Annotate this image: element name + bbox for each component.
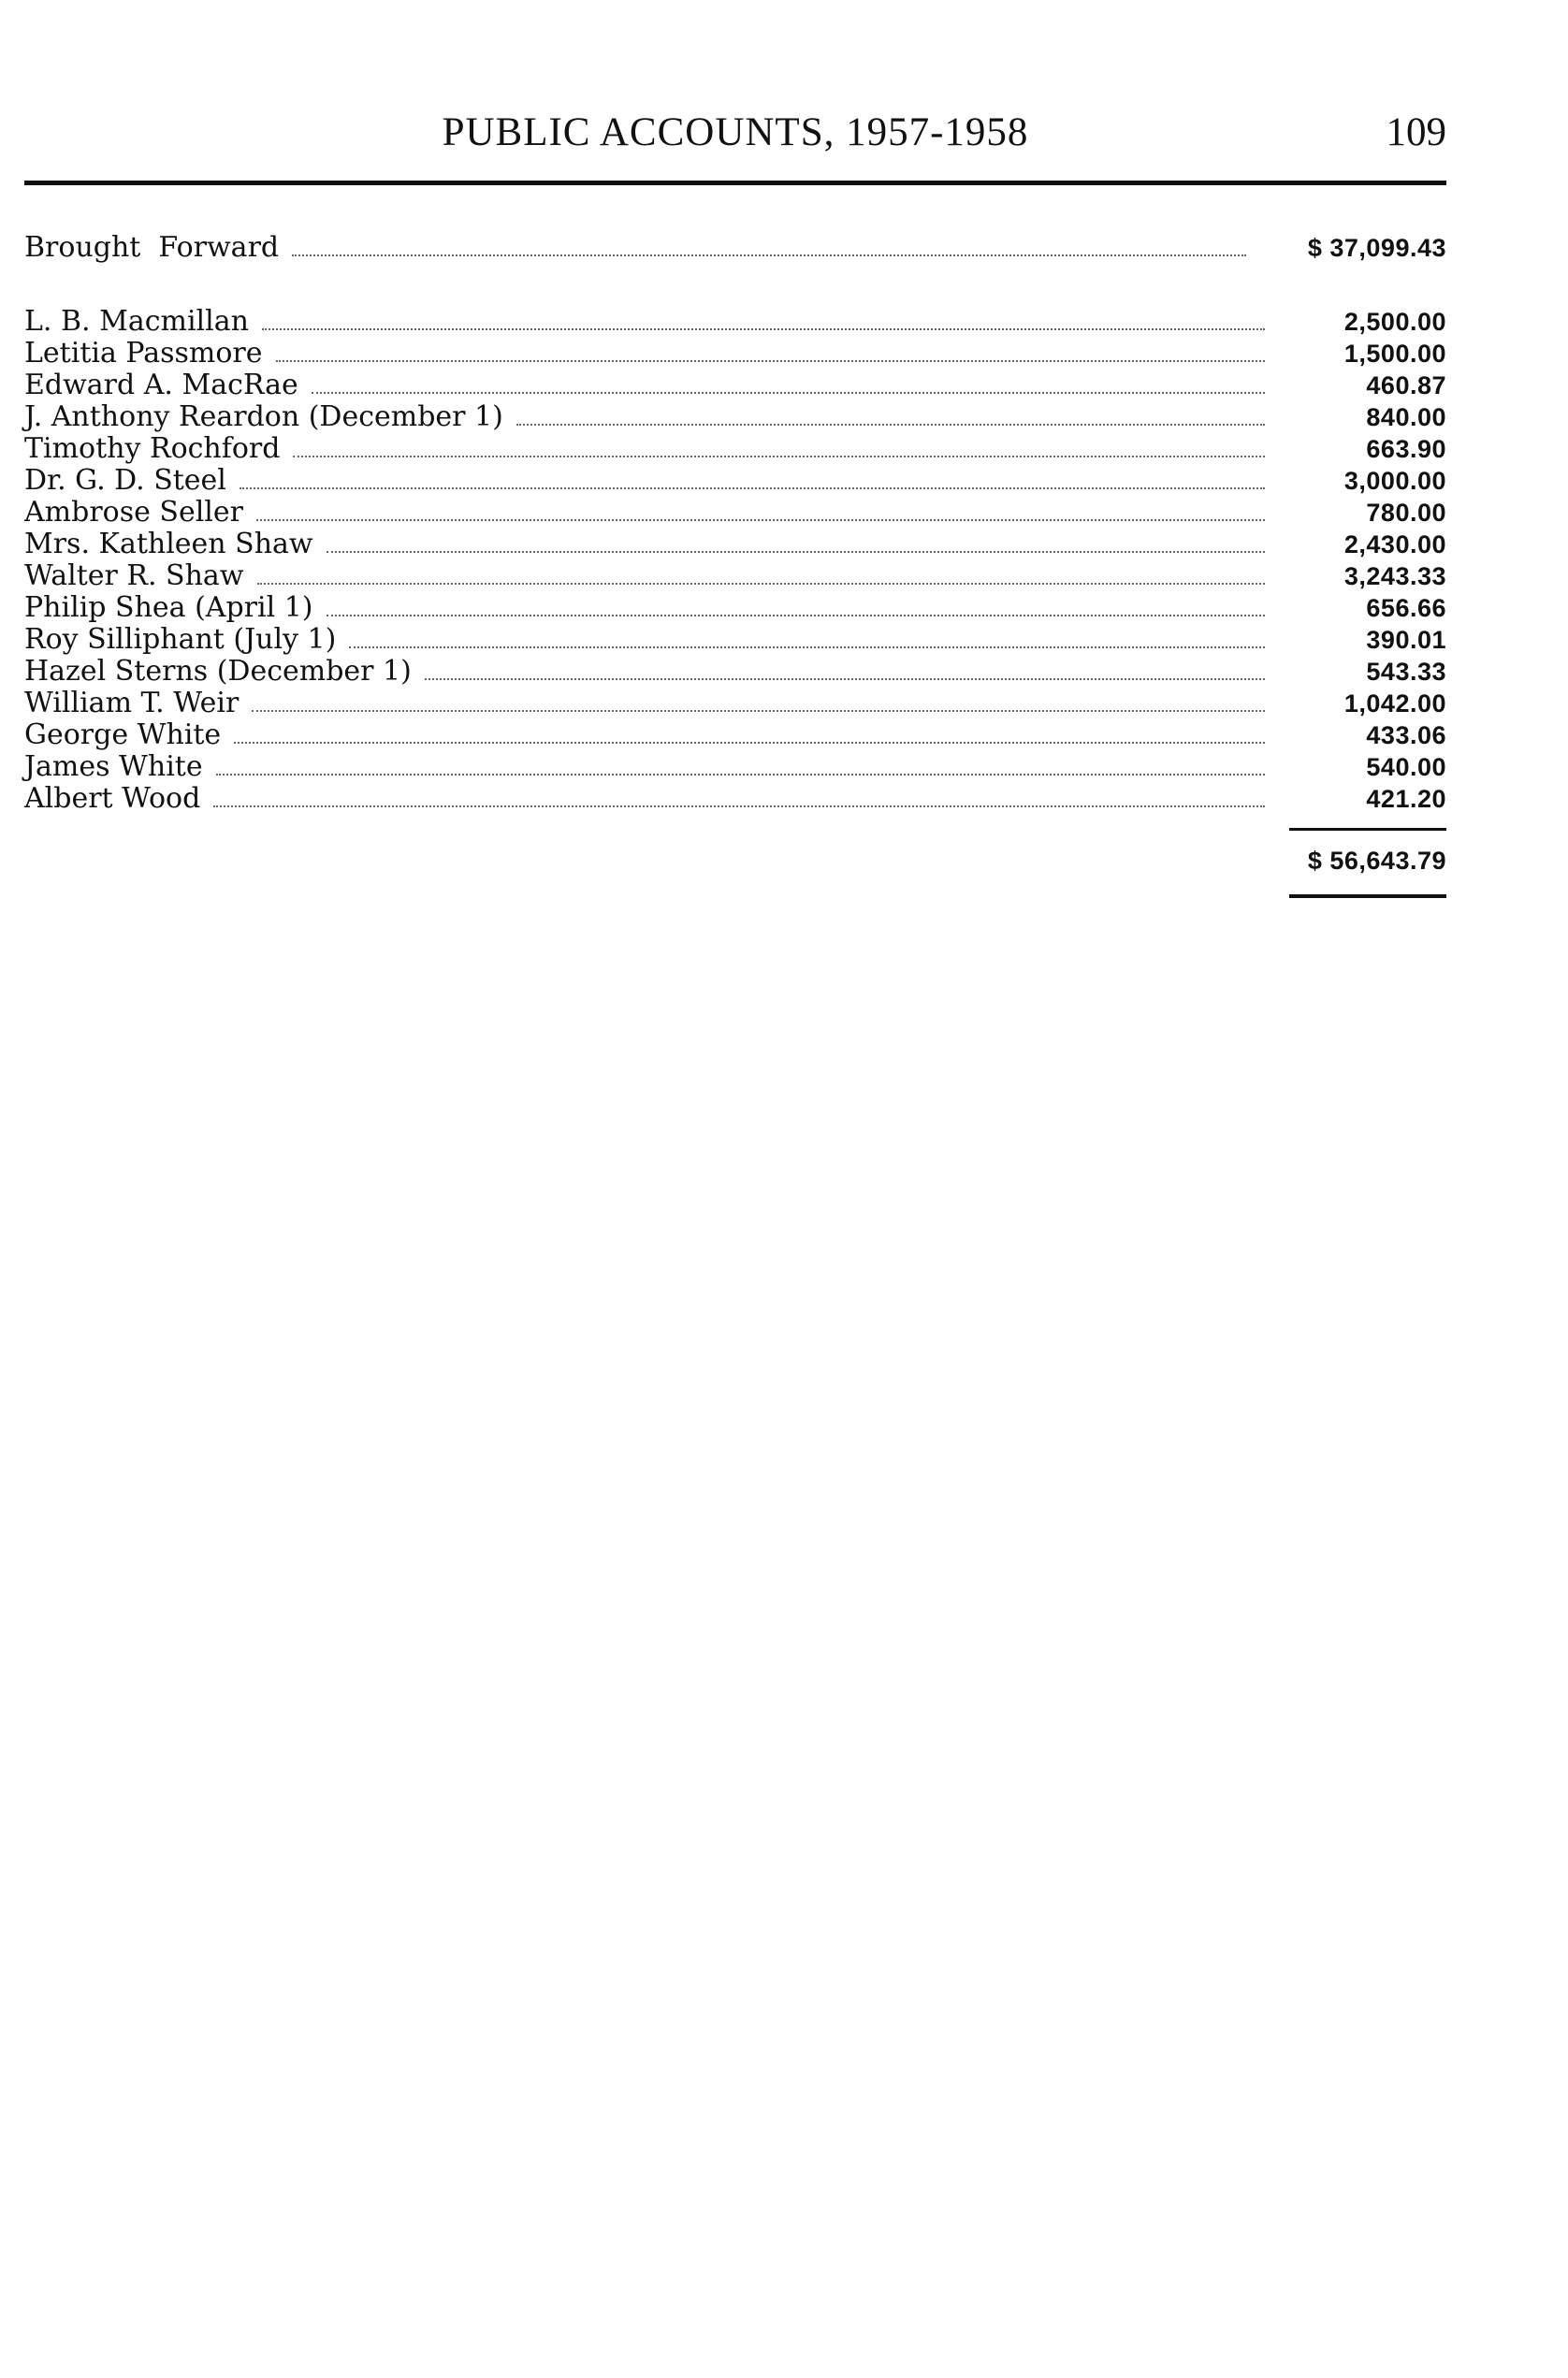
page-number: 109 <box>1386 110 1446 154</box>
ledger-row <box>24 401 1446 433</box>
payee-name: Hazel Sterns (December 1) <box>24 655 412 688</box>
ledger-row <box>24 560 1446 592</box>
payee-amount: 663.90 <box>1366 435 1446 463</box>
payee-name: L. B. Macmillan <box>24 305 249 338</box>
page-header <box>24 105 1446 161</box>
payee-name: Letitia Passmore <box>24 337 263 370</box>
total-rule-top <box>1289 828 1446 831</box>
ledger-row <box>24 719 1446 751</box>
dot-leader <box>349 646 1265 648</box>
grand-total: $ 56,643.79 <box>1307 847 1446 875</box>
ledger-row <box>24 497 1446 529</box>
page-title: PUBLIC ACCOUNTS, 1957-1958 <box>442 110 1029 154</box>
brought-forward-label: Brought Forward <box>24 231 280 264</box>
ledger-row <box>24 529 1446 560</box>
dot-leader <box>262 328 1265 330</box>
dot-leader <box>213 805 1265 807</box>
payee-amount: 421.20 <box>1366 785 1446 813</box>
payee-name: Ambrose Seller <box>24 496 243 529</box>
header-rule <box>24 181 1446 185</box>
payee-name: J. Anthony Reardon (December 1) <box>24 400 503 433</box>
dot-leader <box>216 774 1265 776</box>
dot-leader <box>516 424 1265 426</box>
ledger-row <box>24 465 1446 497</box>
dot-leader <box>425 678 1265 680</box>
payee-amount: 1,042.00 <box>1343 689 1446 718</box>
payee-name: Mrs. Kathleen Shaw <box>24 528 313 560</box>
ledger-row <box>24 688 1446 719</box>
ledger-row <box>24 624 1446 656</box>
total-rule-bottom <box>1289 894 1446 898</box>
payee-name: George White <box>24 718 222 751</box>
ledger-row <box>24 783 1446 815</box>
ledger-row <box>24 592 1446 624</box>
payee-amount: 3,000.00 <box>1343 467 1446 495</box>
dot-leader <box>327 615 1265 616</box>
payee-amount: 3,243.33 <box>1343 562 1446 590</box>
payee-amount: 1,500.00 <box>1343 340 1446 368</box>
ledger-row <box>24 433 1446 465</box>
payee-name: Roy Silliphant (July 1) <box>24 623 337 656</box>
payee-amount: 840.00 <box>1366 403 1446 431</box>
payee-amount: 540.00 <box>1366 753 1446 781</box>
dot-leader <box>312 392 1265 394</box>
payee-name: James White <box>24 750 203 783</box>
dot-leader <box>276 360 1265 362</box>
payee-amount: 390.01 <box>1366 626 1446 654</box>
payee-name: Timothy Rochford <box>24 432 281 465</box>
ledger-row <box>24 751 1446 783</box>
dot-leader <box>256 519 1265 521</box>
payee-name: Edward A. MacRae <box>24 369 298 401</box>
dot-leader <box>252 710 1265 712</box>
payee-amount: 780.00 <box>1366 499 1446 527</box>
brought-forward-row <box>24 232 1446 264</box>
payee-name: Walter R. Shaw <box>24 559 244 592</box>
payee-amount: 2,430.00 <box>1343 530 1446 558</box>
payee-amount: 2,500.00 <box>1343 308 1446 336</box>
dot-leader <box>327 551 1265 553</box>
dot-leader <box>293 456 1265 457</box>
payee-amount: 460.87 <box>1366 371 1446 399</box>
payee-amount: 543.33 <box>1366 658 1446 686</box>
brought-forward-amount: $ 37,099.43 <box>1307 234 1446 262</box>
ledger-row <box>24 656 1446 688</box>
payee-name: Albert Wood <box>24 782 201 815</box>
payee-name: Philip Shea (April 1) <box>24 591 313 624</box>
ledger-row <box>24 370 1446 401</box>
dot-leader <box>240 487 1265 489</box>
dot-leader <box>257 583 1266 585</box>
payee-amount: 433.06 <box>1366 721 1446 749</box>
payee-amount: 656.66 <box>1366 594 1446 622</box>
payee-name: William T. Weir <box>24 687 240 719</box>
ledger-row <box>24 338 1446 370</box>
payee-name: Dr. G. D. Steel <box>24 464 226 497</box>
dot-leader <box>292 254 1246 256</box>
ledger-row <box>24 306 1446 338</box>
dot-leader <box>234 742 1265 744</box>
